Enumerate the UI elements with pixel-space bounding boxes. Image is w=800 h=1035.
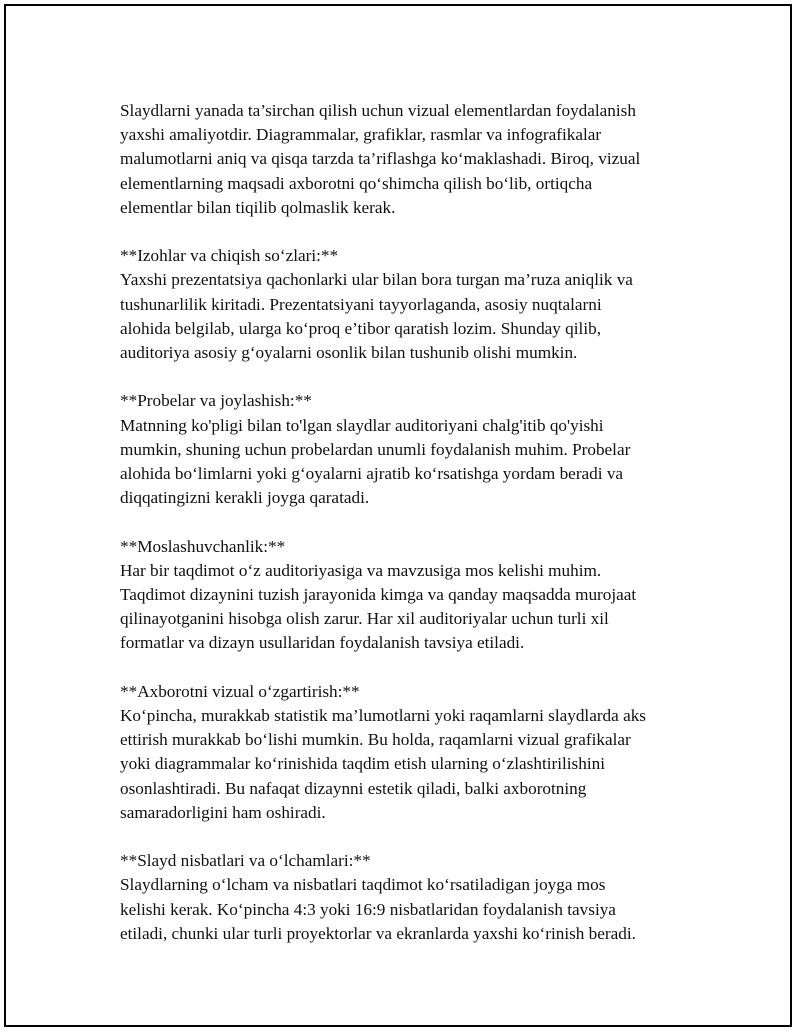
page-frame: [4, 4, 792, 1027]
section-izohlar: [120, 244, 700, 365]
section-heading: **Axborotni vizual o‘zgartirish:**: [120, 681, 360, 701]
text-line: tushunarlilik kiritadi. Prezentatsiyani tayyorlaganda, asosiy nuqtalarni: [120, 294, 602, 314]
section-paragraph: [120, 873, 700, 946]
text-line: kelishi kerak. Ko‘pincha 4:3 yoki 16:9 nisbatlaridan foydalanish tavsiya: [120, 899, 616, 919]
section-heading: **Slayd nisbatlari va o‘lchamlari:**: [120, 851, 371, 871]
section-paragraph: [120, 268, 700, 365]
section-moslashuvchanlik: [120, 535, 700, 656]
section-paragraph: [120, 559, 700, 656]
text-line: Slaydlarning o‘lcham va nisbatlari taqdimot ko‘rsatiladigan joyga mos: [120, 875, 606, 895]
text-line: elementlarning maqsadi axborotni qo‘shimcha qilish bo‘lib, ortiqcha: [120, 173, 593, 193]
text-line: etiladi, chunki ular turli proyektorlar va ekranlarda yaxshi ko‘rinish beradi.: [120, 923, 636, 943]
section-paragraph: [120, 704, 700, 825]
text-line: samaradorligini ham oshiradi.: [120, 802, 326, 822]
document-body: [120, 99, 700, 946]
text-line: qilinayotganini hisobga olish zarur. Har xil auditoriyalar uchun turli xil: [120, 609, 609, 629]
text-line: yoki diagrammalar ko‘rinishida taqdim etish ularning o‘zlashtirilishini: [120, 754, 605, 774]
section-paragraph: [120, 414, 700, 511]
text-line: diqqatingizni kerakli joyga qaratadi.: [120, 488, 370, 508]
text-line: ettirish murakkab bo‘lishi mumkin. Bu holda, raqamlarni vizual grafikalar: [120, 730, 631, 750]
text-line: alohida belgilab, ularga ko‘proq e’tibor qaratish lozim. Shunday qilib,: [120, 318, 601, 338]
text-line: Matnning ko'pligi bilan to'lgan slaydlar auditoriyani chalg'itib qo'yishi: [120, 415, 604, 435]
section-heading: **Probelar va joylashish:**: [120, 391, 312, 411]
text-line: alohida bo‘limlarni yoki g‘oyalarni ajratib ko‘rsatishga yordam beradi va: [120, 464, 624, 484]
text-line: mumkin, shuning uchun probelardan unumli foydalanish muhim. Probelar: [120, 439, 631, 459]
text-line: Har bir taqdimot o‘z auditoriyasiga va mavzusiga mos kelishi muhim.: [120, 560, 602, 580]
text-line: auditoriya asosiy g‘oyalarni osonlik bilan tushunib olishi mumkin.: [120, 343, 578, 363]
text-line: Yaxshi prezentatsiya qachonlarki ular bilan bora turgan ma’ruza aniqlik va: [120, 270, 633, 290]
section-axborot-vizual: [120, 680, 700, 825]
section-probelar: [120, 389, 700, 510]
section-slayd-nisbatlari: [120, 849, 700, 946]
section-heading: **Moslashuvchanlik:**: [120, 536, 286, 556]
text-line: Slaydlarni yanada ta’sirchan qilish uchun vizual elementlardan foydalanish: [120, 101, 636, 120]
text-line: osonlashtiradi. Bu nafaqat dizaynni estetik qiladi, balki axborotning: [120, 778, 587, 798]
text-line: Ko‘pincha, murakkab statistik ma’lumotlarni yoki raqamlarni slaydlarda aks: [120, 706, 646, 726]
text-line: yaxshi amaliyotdir. Diagrammalar, grafiklar, rasmlar va infografikalar: [120, 125, 602, 145]
text-line: elementlar bilan tiqilib qolmaslik kerak.: [120, 197, 396, 217]
section-heading: **Izohlar va chiqish so‘zlari:**: [120, 246, 339, 266]
text-line: formatlar va dizayn usullaridan foydalanish tavsiya etiladi.: [120, 633, 525, 653]
intro-paragraph: [120, 99, 700, 220]
text-line: Taqdimot dizaynini tuzish jarayonida kimga va qanday maqsadda murojaat: [120, 585, 637, 605]
text-line: malumotlarni aniq va qisqa tarzda ta’riflashga ko‘maklashadi. Biroq, vizual: [120, 149, 641, 169]
